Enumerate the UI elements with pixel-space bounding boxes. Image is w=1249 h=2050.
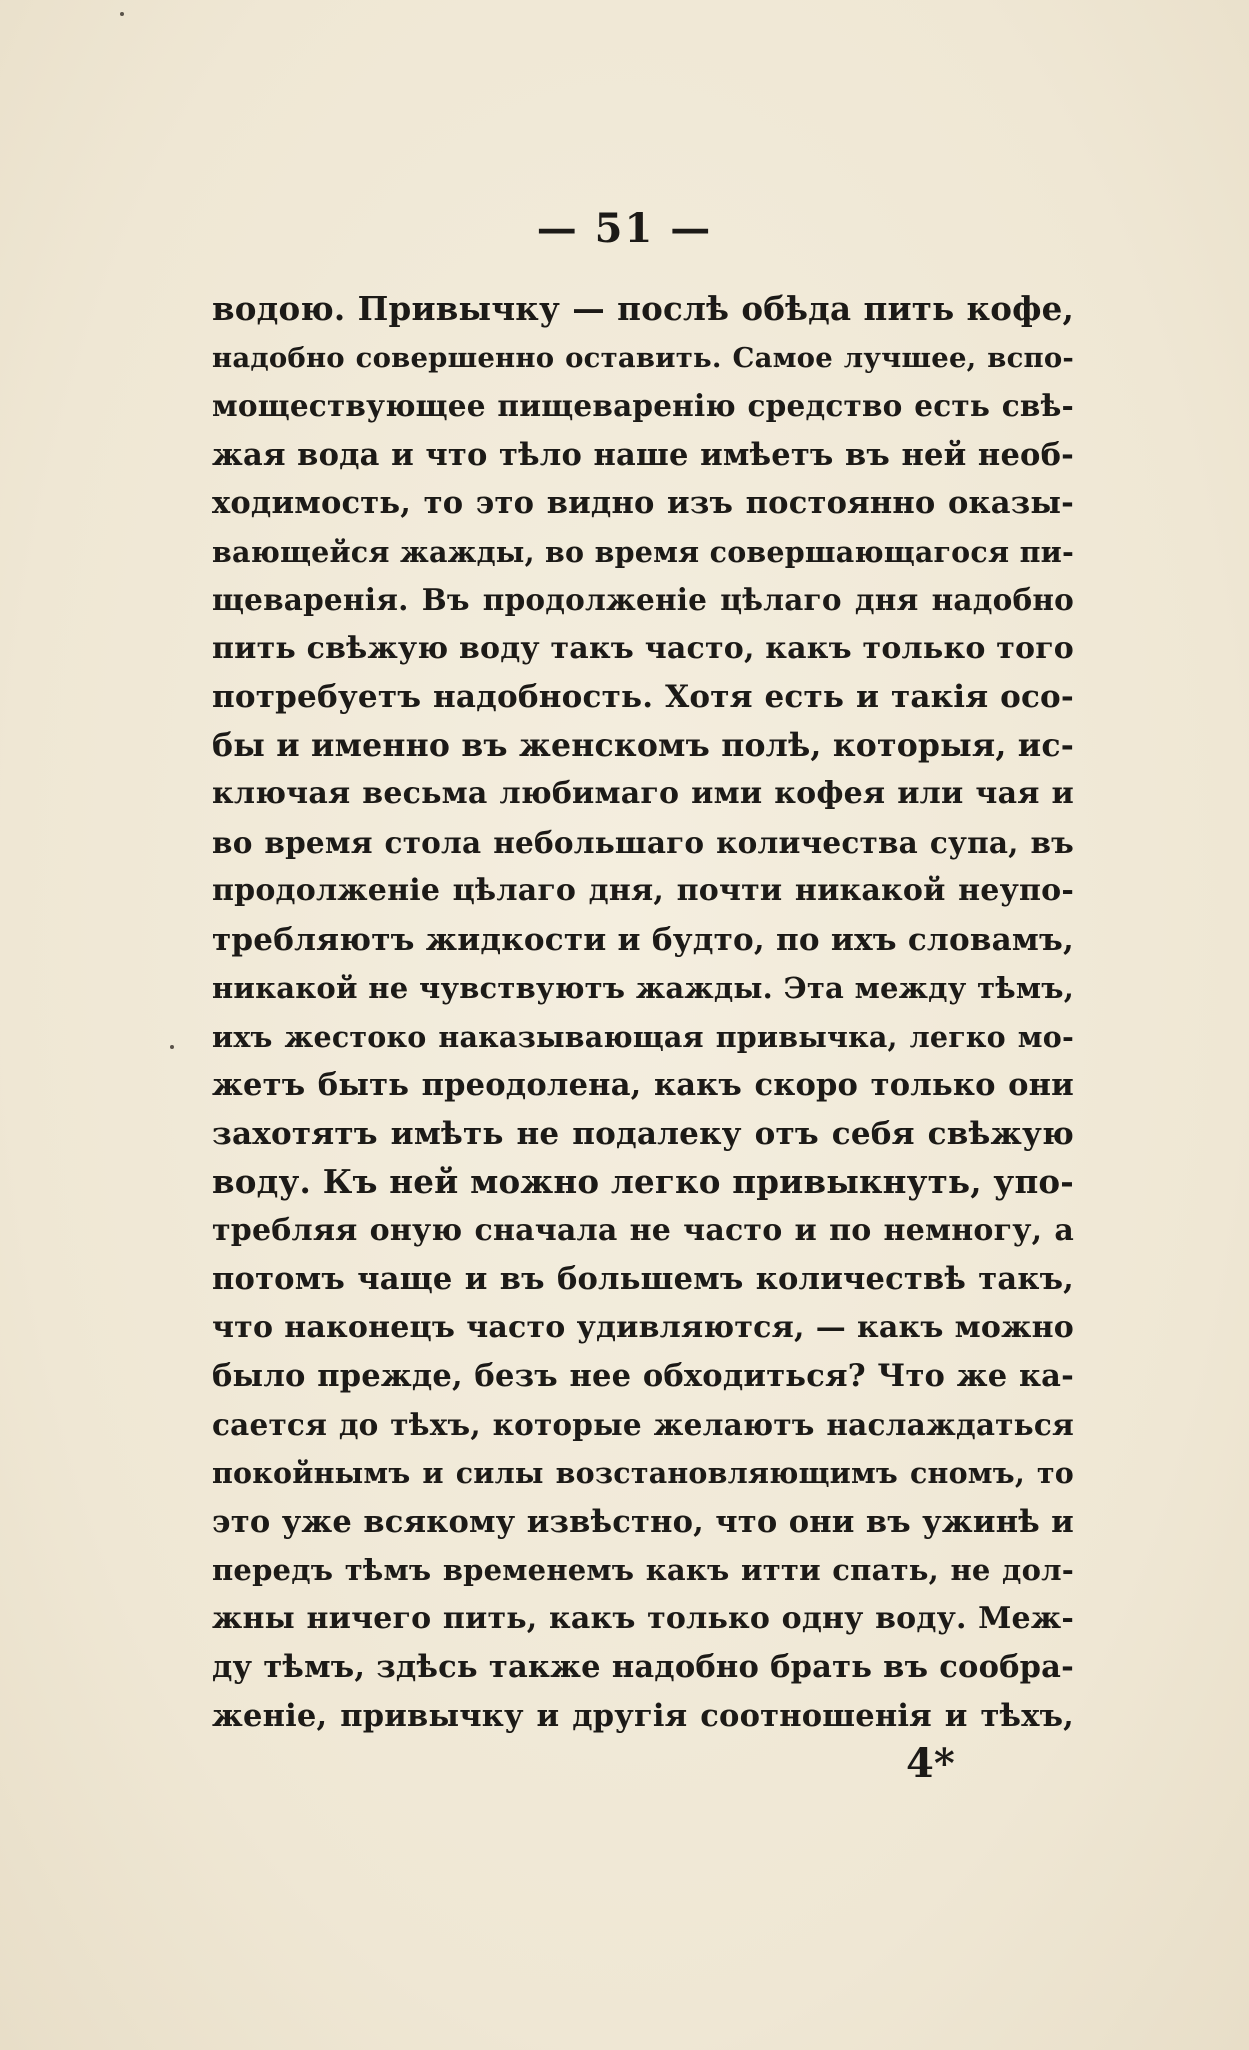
signature-mark: 4*	[906, 1740, 955, 1787]
text-line: ду тѣмъ, здѣсь также надобно брать въ сообра-	[212, 1649, 1074, 1685]
text-line: требляютъ жидкости и будто, по ихъ словамъ,	[212, 921, 1074, 958]
text-line: что наконецъ часто удивляются, — какъ можно	[212, 1309, 1074, 1345]
text-line: моществующее пищеваренію средство есть свѣ-	[212, 388, 1074, 423]
page-speck	[120, 12, 124, 16]
text-line: вающейся жажды, во время совершающагося пи-	[212, 534, 1074, 569]
body-text	[212, 285, 1074, 1740]
text-line: потребуетъ надобность. Хотя есть и такія осо-	[212, 679, 1074, 715]
text-line: никакой не чувствуютъ жажды. Эта между тѣмъ,	[212, 971, 1074, 1005]
page-speck	[170, 1045, 174, 1049]
text-line: надобно совершенно оставить. Самое лучшее, вспо-	[212, 341, 1074, 374]
page-number: — 51 —	[536, 205, 713, 252]
text-line: потомъ чаще и въ большемъ количествѣ такъ,	[212, 1261, 1074, 1297]
text-line: женіе, привычку и другія соотношенія и тѣхъ,	[212, 1697, 1074, 1734]
text-line: бы и именно въ женскомъ полѣ, которыя, ис-	[212, 726, 1074, 764]
text-line: ходимость, то это видно изъ постоянно оказы-	[212, 485, 1074, 521]
text-line: во время стола небольшаго количества супа, въ	[212, 824, 1074, 860]
text-line: щеваренія. Въ продолженіе цѣлаго дня надобно	[212, 582, 1074, 617]
text-line: ключая весьма любимаго ими кофея или чая и	[212, 776, 1074, 811]
text-line: жетъ быть преодолена, какъ скоро только они	[212, 1067, 1074, 1103]
text-line: пить свѣжую воду такъ часто, какъ только того	[212, 630, 1074, 666]
text-line: ихъ жестоко наказывающая привычка, легко мо-	[212, 1019, 1074, 1054]
text-line: было прежде, безъ нее обходиться? Что же ка-	[212, 1358, 1074, 1394]
text-line: передъ тѣмъ временемъ какъ итти спать, не дол-	[212, 1553, 1074, 1587]
text-line: водою. Привычку — послѣ обѣда пить кофе,	[212, 289, 1074, 328]
text-line: жая вода и что тѣло наше имѣетъ въ ней необ-	[212, 436, 1074, 473]
text-line: требляя оную сначала не часто и по немногу, а	[212, 1212, 1074, 1248]
text-line: захотятъ имѣть не подалеку отъ себя свѣжую	[212, 1115, 1074, 1152]
text-line: воду. Къ ней можно легко привыкнуть, упо-	[212, 1162, 1074, 1201]
text-line: сается до тѣхъ, которые желаютъ наслаждаться	[212, 1406, 1074, 1442]
text-line: жны ничего пить, какъ только одну воду. Меж-	[212, 1600, 1074, 1636]
text-line: продолженіе цѣлаго дня, почти никакой неупо-	[212, 873, 1074, 908]
text-line: покойнымъ и силы возстановляющимъ сномъ, то	[212, 1456, 1074, 1490]
text-line: это уже всякому извѣстно, что они въ ужинѣ и	[212, 1503, 1074, 1540]
